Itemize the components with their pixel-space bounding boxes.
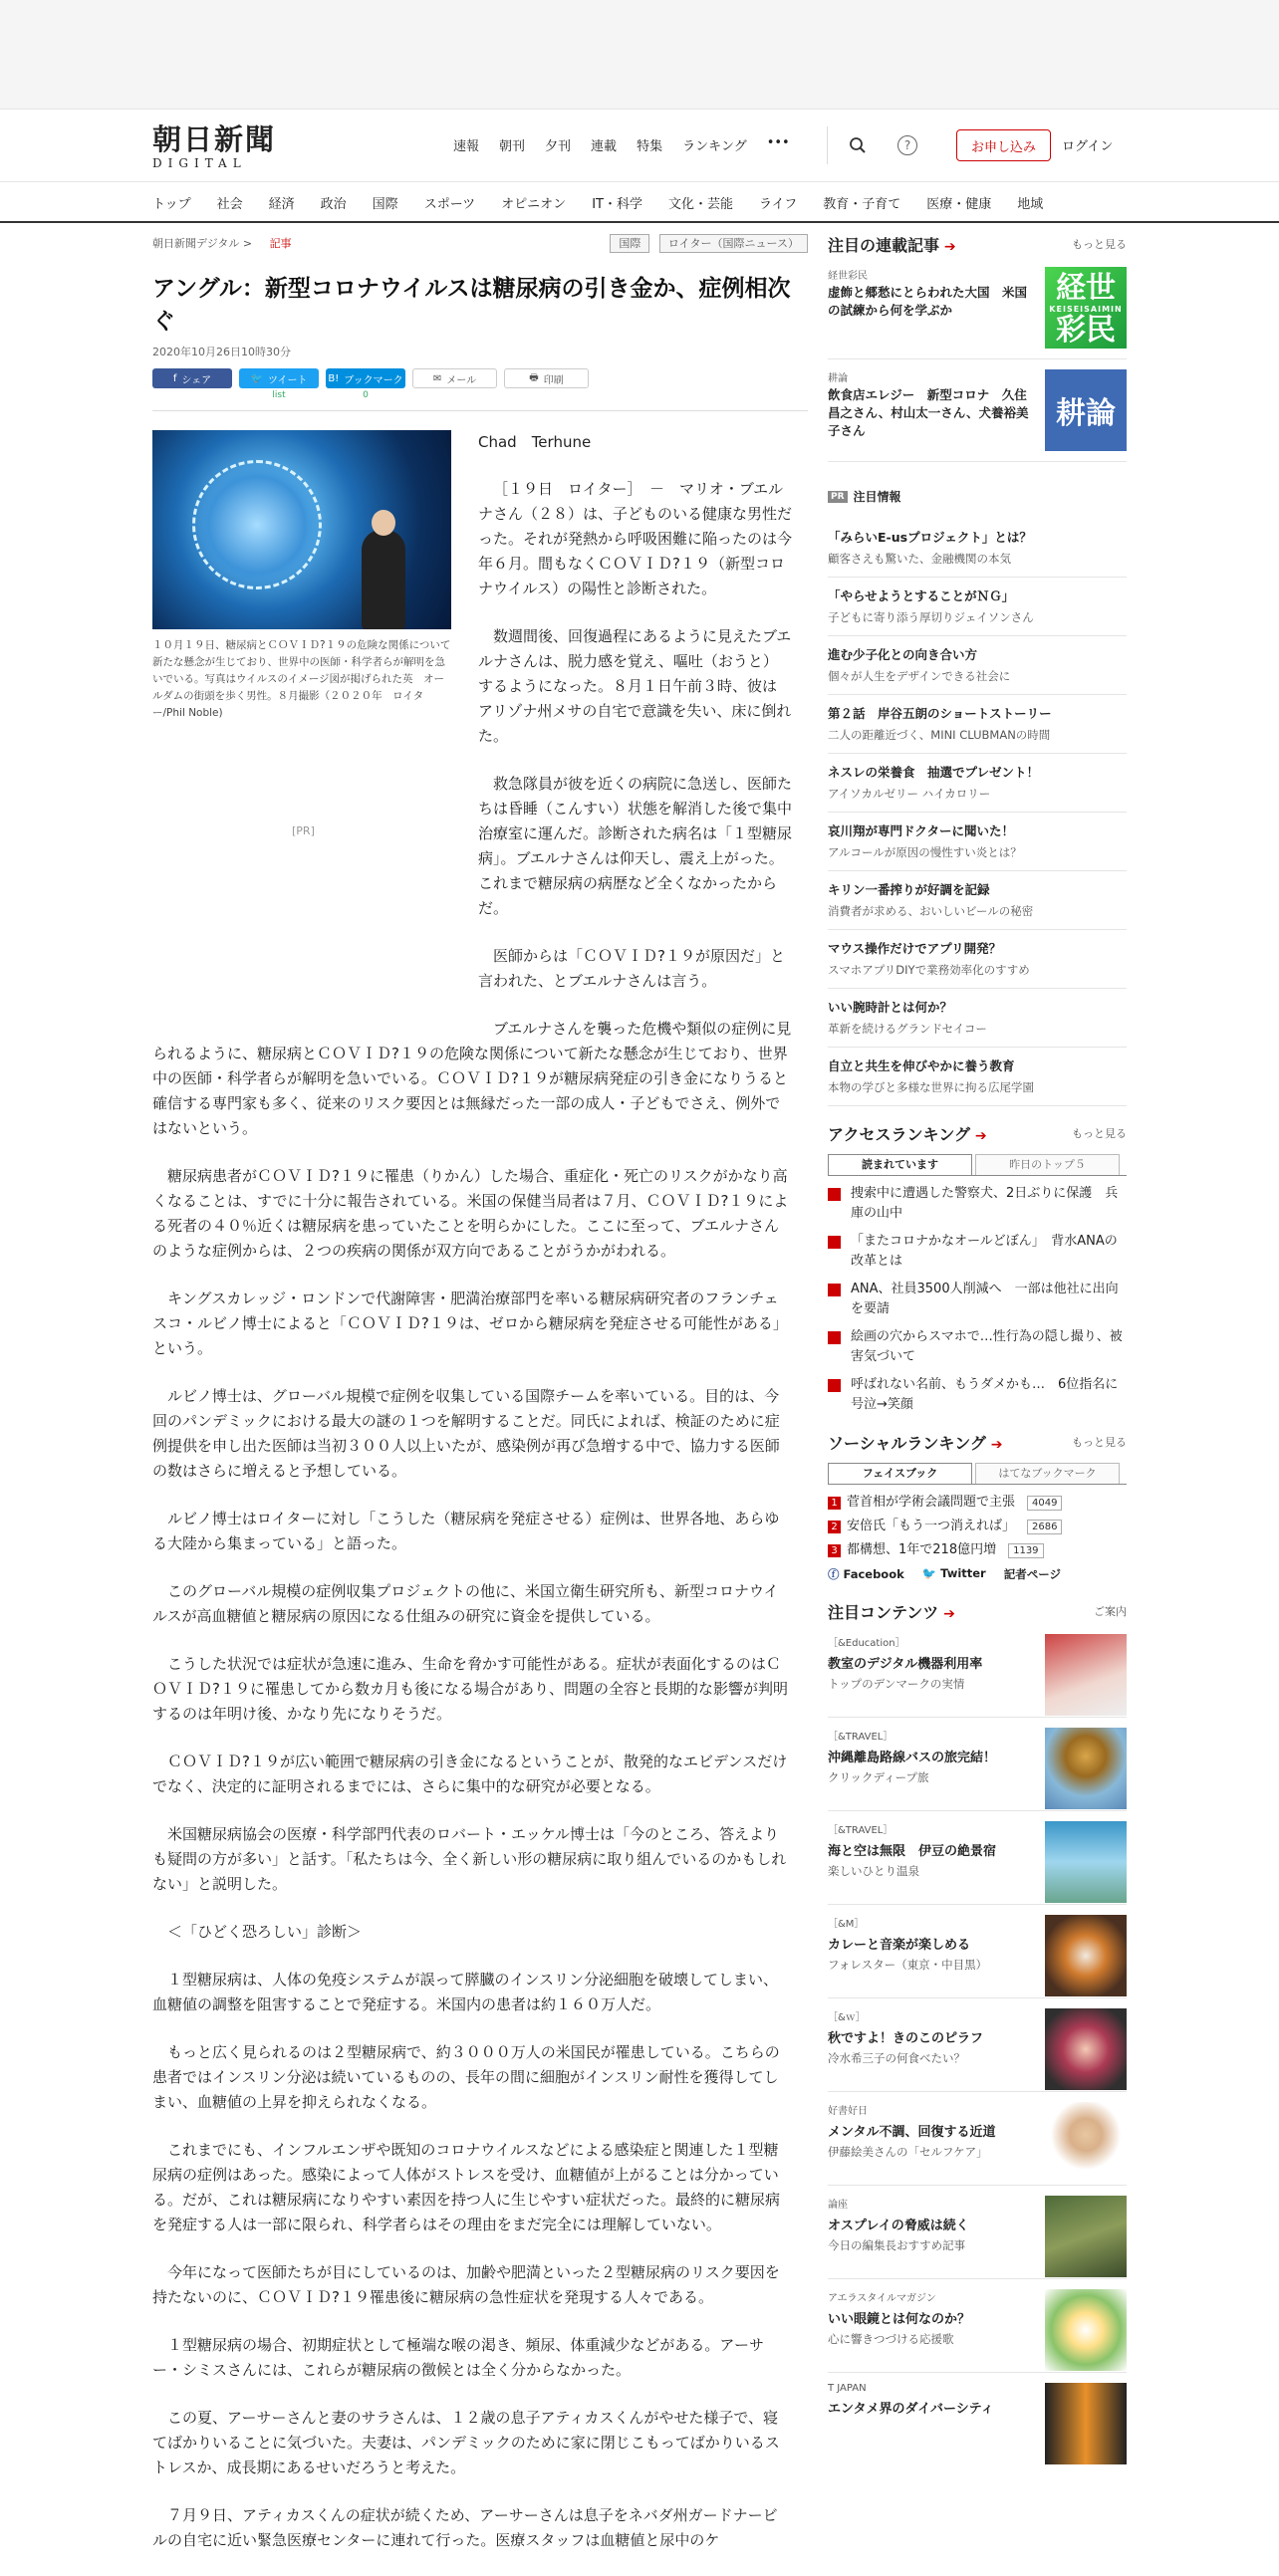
pr-headline: 「やらせようとすることがＮＧ」 [828,588,1015,603]
series-headline: 虚飾と郷愁にとらわれた大国 米国の試練から何を学ぶか [828,285,1028,318]
pr-headline: 第２話 岸谷五朗のショートストーリー [828,706,1052,721]
category-international[interactable]: 国際 [372,197,398,212]
subscribe-button[interactable]: お申し込み [956,129,1051,161]
tab-yesterday-top5[interactable]: 昨日のトップ５ [975,1154,1120,1175]
pr-item[interactable] [828,930,1127,989]
rank-marker [828,1379,841,1392]
series-title[interactable]: 注目の連載記事 ➔ [828,233,956,256]
paragraph: ルビノ博士は、グローバル規模で症例を収集している国際チームを率いている。目的は、今回のパンデミックにおける最大の謎の１つを解明することだ。同氏によれば、検証のために症例提供を申し出た医師は当初３００人以上いたが、感染例が再び急増する中で、協力する医師の数はさらに増えると予想している。 [152,1387,780,1480]
paragraph: もっと広く見られるのは２型糖尿病で、約３０００万人の米国民が罹患している。こちらの患者ではインスリン分泌は続いているものの、長年の間に細胞がインスリン耐性を獲得してしまい、血糖値の上昇を抑えられなくなる。 [152,2043,780,2111]
pr-label: [PR] [292,824,315,837]
content-item[interactable] [828,1718,1127,1811]
content-item[interactable] [828,2186,1127,2279]
list-item[interactable] [828,1327,1127,1367]
content-thumbnail [1045,2102,1127,2184]
reporter-page-link[interactable]: 記者ページ [1003,1567,1062,1581]
social-more-link[interactable]: もっと見る [1072,1436,1127,1449]
pr-headline: 自立と共生を伸びやかに養う教育 [828,1058,1015,1073]
series-header [828,231,1127,257]
section-heading: ＜「ひどく恐ろしい」診断＞ [167,1923,363,1941]
paragraph: 米国糖尿病協会の医療・科学部門代表のロバート・エッケル博士は「今のところ、答えよりも疑問の方が多い」と話す。「私たちは今、全く新しい形の糖尿病に取り組んでいるのかもしれない」と説明した。 [152,1825,787,1893]
sidebar [828,231,1127,2466]
tab-hatena[interactable]: はてなブックマーク [975,1463,1120,1484]
list-item[interactable] [828,1375,1127,1415]
series-label: 耕論 [828,373,848,384]
walking-man [362,530,405,629]
content-sub: 伊藤絵美さんの「セルフケア」 [828,2145,988,2159]
category-society[interactable]: 社会 [216,197,243,212]
content-label: 論座 [828,2200,848,2211]
content-item[interactable] [828,2092,1127,2186]
facebook-share-label: シェア [181,374,212,386]
thumb-text: 経世 [1056,271,1116,306]
hatena-bookmark-button[interactable] [326,368,405,400]
article-tags [604,235,808,251]
pr-sub: 子どもに寄り添う厚切りジェイソンさん [828,610,1034,624]
tweet-count[interactable]: list [272,390,286,400]
pr-item[interactable] [828,1048,1127,1106]
content-title: 海と空は無限 伊豆の絶景宿 [828,1844,997,1859]
pr-headline: ネスレの栄養食 抽選でプレゼント！ [828,765,1040,780]
ranking-headline: 都構想、1年で218億円増 [847,1542,997,1557]
bookmark-label: ブックマーク [344,374,403,386]
byline: Chad Terhune [478,433,592,451]
paragraph: 糖尿病患者がＣＯＶＩＤ?１９に罹患（りかん）した場合、重症化・死亡のリスクがかなり高くなることは、すでに十分に報告されている。米国の保健当局者は７月、ＣＯＶＩＤ?１９による死者の４０％近くは糖尿病を患っていたことを明らかにした。ここに至って、ブエルナさんのような症例からは、２つの疾病の関係が双方向であることがうかがわれる。 [152,1167,789,1260]
header-nav [453,135,790,154]
content-title: いい眼鏡とは何なのか？ [828,2312,971,2327]
tag-international[interactable]: 国際 [610,234,649,253]
ranking-headline: 菅首相が学術会議問題で主張 [847,1495,1016,1510]
tab-most-read[interactable]: 読まれています [828,1154,972,1175]
rank-marker [828,1236,841,1249]
logo-subtitle: DIGITAL [152,156,247,170]
facebook-link-label: Facebook [843,1567,904,1581]
content-thumbnail [1045,1728,1127,1809]
pr-item[interactable] [828,989,1127,1048]
nav-evening[interactable]: 夕刊 [545,139,572,154]
pr-badge: PR [828,491,848,503]
access-more-link[interactable]: もっと見る [1072,1127,1127,1140]
pr-item[interactable] [828,871,1127,930]
content-item[interactable] [828,1811,1127,1905]
nav-morning[interactable]: 朝刊 [499,139,526,154]
pr-sub: 二人の距離近づく、MINI CLUBMANの時間 [828,728,1051,742]
divider [827,126,828,164]
list-item[interactable] [828,1493,1127,1513]
pr-headline: 進む少子化との向き合い方 [828,647,978,662]
content-item[interactable] [828,1624,1127,1718]
help-glyph: ? [897,135,917,155]
content-label: ［&TRAVEL］ [828,1825,894,1836]
pr-item[interactable] [828,754,1127,813]
content-thumbnail [1045,2196,1127,2277]
category-life[interactable]: ライフ [758,197,798,212]
content-thumbnail [1045,2289,1127,2371]
content-thumbnail [1045,1821,1127,1903]
thumb-text: 彩民 [1056,313,1116,348]
content-item[interactable] [828,1905,1127,1998]
hatena-icon: B! [328,372,340,384]
breadcrumb-current: 記事 [269,237,292,250]
pr-sub: 消費者が求める、おいしいビールの秘密 [828,904,1034,918]
article-figure [152,430,451,722]
facebook-share-button[interactable] [152,368,232,388]
print-icon: 🖶 [529,371,539,383]
content-thumbnail [1045,2383,1127,2464]
tweet-button[interactable] [239,368,319,400]
category-opinion[interactable]: オピニオン [501,197,567,212]
paragraph: １型糖尿病は、人体の免疫システムが誤って膵臓のインスリン分泌細胞を破壊してしまい、血糖値の調整を阻害することで発症する。米国内の患者は約１６０万人だ。 [152,1971,779,2013]
paragraph: 今年になって医師たちが目にしているのは、加齢や肥満といった２型糖尿病のリスク要因を持たないのに、ＣＯＶＩＤ?１９罹患後に糖尿病の急性症状を発現する人々である。 [152,2263,780,2306]
access-ranking-list [828,1184,1127,1415]
series-item[interactable] [828,257,1127,359]
virus-illustration [192,460,322,589]
paragraph: これまでにも、インフルエンザや既知のコロナウイルスなどによる感染症と関連した１型糖尿病の症例はあった。感染によって人体がストレスを受け、血糖値が上がることは分かっている。だが、これは糖尿病になりやすい素因を持つ人に生じやすい症状だった。最終的に糖尿病を発症する人は一部に限られ、科学者らはその理由をまだ完全には理解していない。 [152,2141,781,2233]
article-column [152,231,808,2549]
list-item[interactable] [828,1280,1127,1319]
paragraph: 数週間後、回復過程にあるように見えたブエルナさんは、脱力感を覚え、嘔吐（おうと）するようになった。８月１日午前３時、彼はアリゾナ州メサの自宅で意識を失い、床に倒れた。 [478,627,792,745]
content-label: T JAPAN [828,2383,867,2394]
paragraph: ルビノ博士はロイターに対し「こうした（糖尿病を発症させる）症例は、世界各地、あらゆる大陸から集まっている」と語った。 [152,1510,780,1552]
content-sub: 冷水希三子の何食べたい？ [828,2051,965,2065]
content-title: メンタル不調、回復する近道 [828,2125,996,2140]
category-sports[interactable]: スポーツ [423,197,476,212]
thumb-text: 耕論 [1056,396,1116,431]
share-count: 2686 [1027,1520,1062,1534]
logo-title: 朝日新聞 [152,122,277,156]
print-label: 印刷 [543,374,564,386]
ranking-headline: ANA、社員3500人削減へ 一部は他社に出向を要請 [851,1282,1119,1316]
access-tabs [828,1154,1127,1176]
pr-headline: いい腕時計とは何か？ [828,1000,953,1015]
twitter-icon: 🐦 [921,1566,937,1580]
ranking-headline: 呼ばれない名前、もうダメかも… 6位指名に号泣→笑顔 [851,1377,1119,1412]
nav-ranking[interactable]: ランキング [682,139,747,154]
content-sub: 心に響きつづける応援歌 [828,2332,954,2346]
category-it-science[interactable]: IT・科学 [592,197,642,212]
content-sub: 楽しいひとり温泉 [828,1864,919,1878]
list-item[interactable] [828,1517,1127,1536]
search-icon[interactable] [838,125,878,165]
pr-sub: 顧客さえも驚いた、金融機関の本気 [828,552,1011,566]
category-culture[interactable]: 文化・芸能 [667,197,733,212]
content-sub: 今日の編集長おすすめ記事 [828,2238,966,2252]
ranking-headline: 安倍氏「もう一つ消えれば」 [847,1519,1016,1533]
divider [152,410,808,411]
twitter-link-label: Twitter [940,1566,986,1580]
paragraph: ブエルナさんを襲った危機や類似の症例に見られるように、糖尿病とＣＯＶＩＤ?１９の危険な関係について新たな懸念が生じており、世界中の医師・科学者らが解明を急いでいる。ＣＯＶＩＤ?１９が糖尿病発症の引き金になりうると確信する専門家も多く、従来のリスク要因とは無縁だった一部の成人・子どもでさえ、例外ではないという。 [152,1020,792,1137]
tweet-label: ツイート [267,374,308,386]
content-title: カレーと音楽が楽しめる [828,1938,971,1953]
breadcrumb [152,231,808,255]
header-icons [827,125,927,165]
nav-features[interactable]: 特集 [637,139,663,154]
content-label: 好書好日 [828,2106,868,2117]
paragraph: この夏、アーサーさんと妻のサラさんは、１２歳の息子アティカスくんがやせた様子で、寝てばかりいることに気づいた。夫妻は、パンデミックのために家に閉じこもってばかりいるストレスか、成長期にあるせいだろうと考えた。 [152,2409,780,2476]
facebook-icon: ⓕ [828,1567,840,1581]
article-date: 2020年10月26日10時30分 [152,346,291,358]
pr-info-title: 注目情報 [853,490,901,504]
series-item[interactable] [828,359,1127,462]
asahi-logo[interactable] [152,123,282,170]
contents-guide-link[interactable]: ご案内 [1094,1605,1127,1618]
pr-item[interactable] [828,695,1127,754]
social-ranking-header [828,1429,1127,1455]
pr-headline: マウス操作だけでアプリ開発？ [828,941,1002,956]
rank-marker [828,1284,841,1296]
paragraph: １型糖尿病の場合、初期症状として極端な喉の渇き、頻尿、体重減少などがある。アーサー・シミスさんには、これらが糖尿病の徴候とは全く分からなかった。 [152,2336,764,2379]
paragraph: 救急隊員が彼を近くの病院に急送し、医師たちは昏睡（こんすい）状態を解消した後で集中治療室に運んだ。診断された病名は「１型糖尿病」。ブエルナさんは仰天し、震え上がった。これまで糖尿病の病歴など全くなかったからだ。 [478,775,793,917]
twitter-link[interactable] [922,1566,986,1582]
social-ranking-title[interactable]: ソーシャルランキング ➔ [828,1431,1003,1454]
category-nav [0,181,1279,223]
photo-caption: １０月１９日、糖尿病とＣＯＶＩＤ?１９の危険な関係について新たな懸念が生じており、世界中の医師・科学者らが解明を急いでいる。写真はウイルスのイメージ図が掲げられた英 オールダムの街頭を歩く男性。８月撮影（２０２０年 ロイター/Phil Noble) [152,639,451,719]
category-education[interactable]: 教育・子育て [823,197,901,212]
twitter-icon: 🐦 [250,372,263,384]
content-item[interactable] [828,1998,1127,2092]
help-icon[interactable] [888,125,927,165]
article-title: アングル：新型コロナウイルスは糖尿病の引き金か、症例相次ぐ [152,276,791,335]
facebook-link[interactable] [828,1566,904,1582]
content-item[interactable] [828,2373,1127,2466]
category-region[interactable]: 地域 [1017,197,1044,212]
content-label: ［&TRAVEL］ [828,1732,894,1743]
paragraph: キングスカレッジ・ロンドンで代謝障害・肥満治療部門を率いる糖尿病研究者のフランチェスコ・ルビノ博士によると「ＣＯＶＩＤ?１９は、ゼロから糖尿病を発症させる可能性がある」という。 [152,1289,788,1357]
paragraph: ＣＯＶＩＤ?１９が広い範囲で糖尿病の引き金になるということが、散発的なエビデンスだけでなく、決定的に証明されるまでには、さらに集中的な研究が必要となる。 [152,1753,788,1795]
category-economy[interactable]: 経済 [268,197,295,212]
pr-item[interactable] [828,519,1127,578]
pr-headline: キリン一番搾りが好調を記録 [828,882,990,897]
pr-info-header [828,488,1127,505]
pr-sub: アイソカルゼリー ハイカロリー [828,787,991,801]
ranking-headline: 「またコロナかなオールどぼん」 背水ANAの改革とは [851,1234,1118,1269]
content-sub: トップのデンマークの実情 [828,1677,965,1691]
breadcrumb-site[interactable]: 朝日新聞デジタル [152,237,240,250]
content-title: 教室のデジタル機器利用率 [828,1657,983,1672]
series-more-link[interactable]: もっと見る [1072,238,1127,251]
content-title: エンタメ界のダイバーシティ [828,2402,994,2417]
rank-number: 3 [828,1544,841,1557]
facebook-icon: f [172,372,177,384]
rank-marker [828,1331,841,1344]
social-links [828,1566,1127,1582]
series-headline: 飲食店エレジー 新型コロナ 久住昌之さん、村山太一さん、犬養裕美子さん [828,387,1029,438]
content-label: ［&ｗ］ [828,2012,866,2023]
article-photo[interactable] [152,430,451,629]
share-bar [152,368,808,406]
content-label: アエラスタイルマガジン [828,2293,936,2304]
content-sub: クリックディープ旅 [828,1770,929,1784]
top-blank-area [0,0,1279,110]
tag-reuters[interactable]: ロイター（国際ニュース） [659,234,808,253]
share-count: 4049 [1027,1496,1062,1511]
rank-number: 1 [828,1497,841,1510]
pr-sub: 個々が人生をデザインできる社会に [828,669,1011,683]
ranking-headline: 捜索中に遭遇した警察犬、2日ぶりに保護 兵庫の山中 [851,1186,1119,1221]
tab-facebook[interactable]: フェイスブック [828,1463,972,1484]
content-thumbnail [1045,1634,1127,1716]
breadcrumb-separator: > [242,237,253,250]
share-count: 1139 [1008,1543,1043,1558]
content-thumbnail [1045,2008,1127,2090]
keiseisaimin-thumbnail [1045,267,1127,349]
thumb-text-en: KEISEISAIMIN [1049,305,1123,314]
content-thumbnail [1045,1915,1127,1996]
content-item[interactable] [828,2279,1127,2373]
pr-headline: 哀川翔が専門ドクターに聞いた！ [828,823,1015,838]
nav-more[interactable]: ••• [766,135,790,150]
contents-header [828,1598,1127,1624]
category-politics[interactable]: 政治 [320,197,347,212]
site-header [0,110,1279,181]
mail-label: メール [446,374,477,386]
content-title: 秋ですよ！きのこのピラフ [828,2031,984,2046]
print-button[interactable] [504,368,589,388]
list-item[interactable] [828,1184,1127,1224]
access-ranking-title[interactable]: アクセスランキング ➔ [828,1122,987,1145]
pr-item[interactable] [828,578,1127,636]
content-title: 沖縄離島路線バスの旅完結！ [828,1751,997,1765]
article-body [152,430,792,2576]
list-item[interactable] [828,1232,1127,1272]
pr-sub: 本物の学びと多様な世界に拘る広尾学園 [828,1080,1034,1094]
paragraph: このグローバル規模の症例収集プロジェクトの他に、米国立衛生研究所も、新型コロナウイルスが高血糖値と糖尿病の原因になる仕組みの研究に資金を提供している。 [152,1582,779,1625]
paragraph: ［１９日 ロイター］ － マリオ・ブエルナさん（２８）は、子どものいる健康な男性だった。それが発熱から呼吸困難に陥ったのは今年６月。間もなくＣＯＶＩＤ?１９（新型コロナウイルス）の陽性と診断された。 [478,480,793,597]
paragraph: 医師からは「ＣＯＶＩＤ?１９が原因だ」と言われた、とブエルナさんは言う。 [478,947,785,990]
mail-icon: ✉ [432,372,442,384]
category-top[interactable]: トップ [152,197,191,212]
social-ranking-list [828,1493,1127,1560]
content-sub: フォレスター（東京・中目黒） [828,1958,988,1972]
login-link[interactable]: ログイン [1062,139,1114,154]
contents-title: 注目コンテンツ ➔ [828,1600,955,1623]
nav-breaking[interactable]: 速報 [453,139,480,154]
ranking-headline: 絵画の穴からスマホで…性行為の隠し撮り、被害気づいて [851,1329,1123,1364]
paragraph: こうした状況では症状が急速に進み、生命を脅かす可能性がある。症状が表面化するのはＣＯＶＩＤ?１９に罹患してから数カ月も後になる場合があり、問題の全容と長期的な影響が判明するのは年明け後、かなり先になりそうだ。 [152,1655,788,1723]
series-label: 経世彩民 [828,271,868,282]
content-label: ［&Education］ [828,1638,905,1649]
category-health[interactable]: 医療・健康 [926,197,992,212]
pr-sub: アルコールが原因の慢性すい炎とは？ [828,845,1022,859]
pr-list [828,519,1127,1106]
nav-series[interactable]: 連載 [591,139,618,154]
mail-button[interactable] [412,368,497,388]
access-ranking-header [828,1120,1127,1146]
content-title: オスプレイの脅威は続く [828,2219,969,2233]
pr-sub: スマホアプリDIYで業務効率化のすすめ [828,963,1030,977]
pr-headline: 「みらいE-usプロジェクト」とは？ [828,530,1032,545]
list-item[interactable] [828,1540,1127,1560]
rank-number: 2 [828,1521,841,1533]
pr-item[interactable] [828,813,1127,871]
pr-sub: 革新を続けるグランドセイコー [828,1022,987,1036]
paragraph: ７月９日、アティカスくんの症状が続くため、アーサーさんは息子をネバダ州ガードナービルの自宅に近い緊急医療センターに連れて行った。医療スタッフは血糖値と尿中のケ [152,2506,778,2549]
bookmark-count[interactable]: 0 [363,390,369,400]
koron-thumbnail [1045,369,1127,451]
pr-item[interactable] [828,636,1127,695]
social-tabs [828,1463,1127,1485]
rank-marker [828,1188,841,1201]
content-label: ［&M］ [828,1919,865,1930]
